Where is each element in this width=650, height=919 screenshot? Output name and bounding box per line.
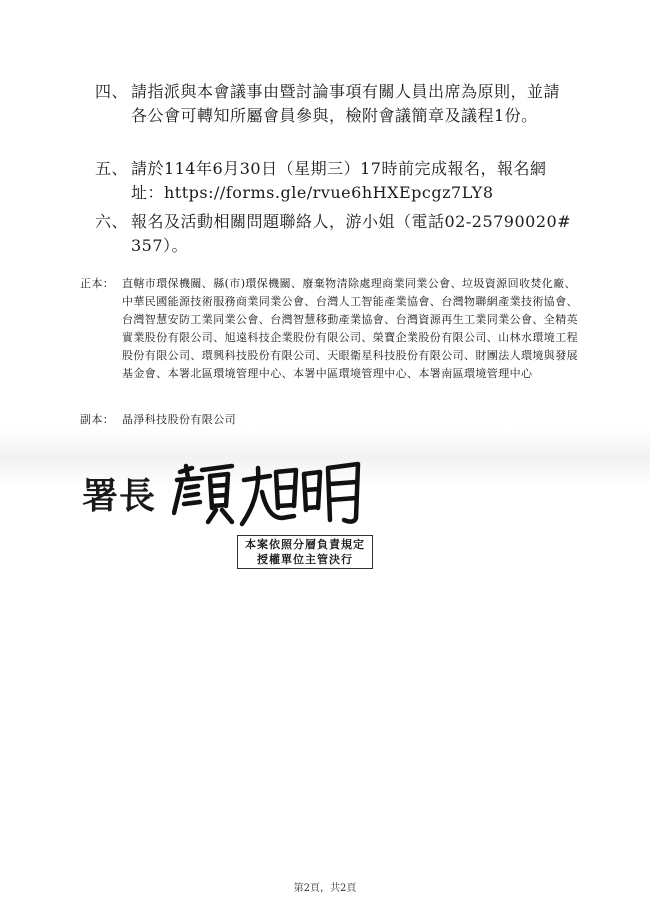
signer-title: 署長 — [82, 475, 157, 517]
item-number: 五、 — [95, 159, 129, 178]
item-five — [95, 157, 575, 205]
stamp-line-1: 本案依照分層負責規定 — [245, 538, 365, 551]
recipients-text: 直轄市環保機關、縣(市)環保機關、廢棄物清除處理商業同業公會、垃圾資源回收焚化廠、中華民國能源技術服務商業同業公會、台灣人工智能產業協會、台灣物聯網產業技術協會、台灣智慧安防工業同業公會、台灣智慧移動產業協會、台灣資源再生工業同業公會、全精英實業股份有限公司、旭遠科技企業股份有限公司、榮寶企業股份有限公司、山林水環境工程股份有限公司、環興科技股份有限公司、天眼衛星科技股份有限公司、財團法人環境與發展基金會、本署北區環境管理中心、本署中區環境管理中心、本署南區環境管理中心 — [122, 277, 578, 380]
item-four — [95, 80, 575, 128]
copy-block — [80, 411, 580, 429]
item-text: 報名及活動相關問題聯絡人，游小姐（電話02-25790020#357）。 — [131, 212, 572, 255]
copy-label: 副本： — [80, 413, 115, 426]
item-text: 請於114年6月30日（星期三）17時前完成報名，報名網址：https://forms.gle/rvue6hHXEpcgz7LY8 — [131, 159, 547, 202]
stamp-line-2: 授權單位主管決行 — [257, 553, 353, 566]
item-number: 六、 — [95, 212, 129, 231]
recipients-block — [80, 275, 580, 383]
item-number: 四、 — [95, 82, 129, 101]
recipients-label: 正本： — [80, 277, 115, 290]
item-text: 請指派與本會議事由暨討論事項有關人員出席為原則，並請各公會可轉知所屬會員參與，檢附會議簡章及議程1份。 — [131, 82, 561, 125]
handwritten-signature — [172, 458, 372, 528]
delegation-stamp — [237, 535, 373, 569]
item-six — [95, 210, 575, 258]
copy-text: 晶淨科技股份有限公司 — [122, 413, 236, 426]
page-number: 第2頁，共2頁 — [293, 883, 357, 894]
